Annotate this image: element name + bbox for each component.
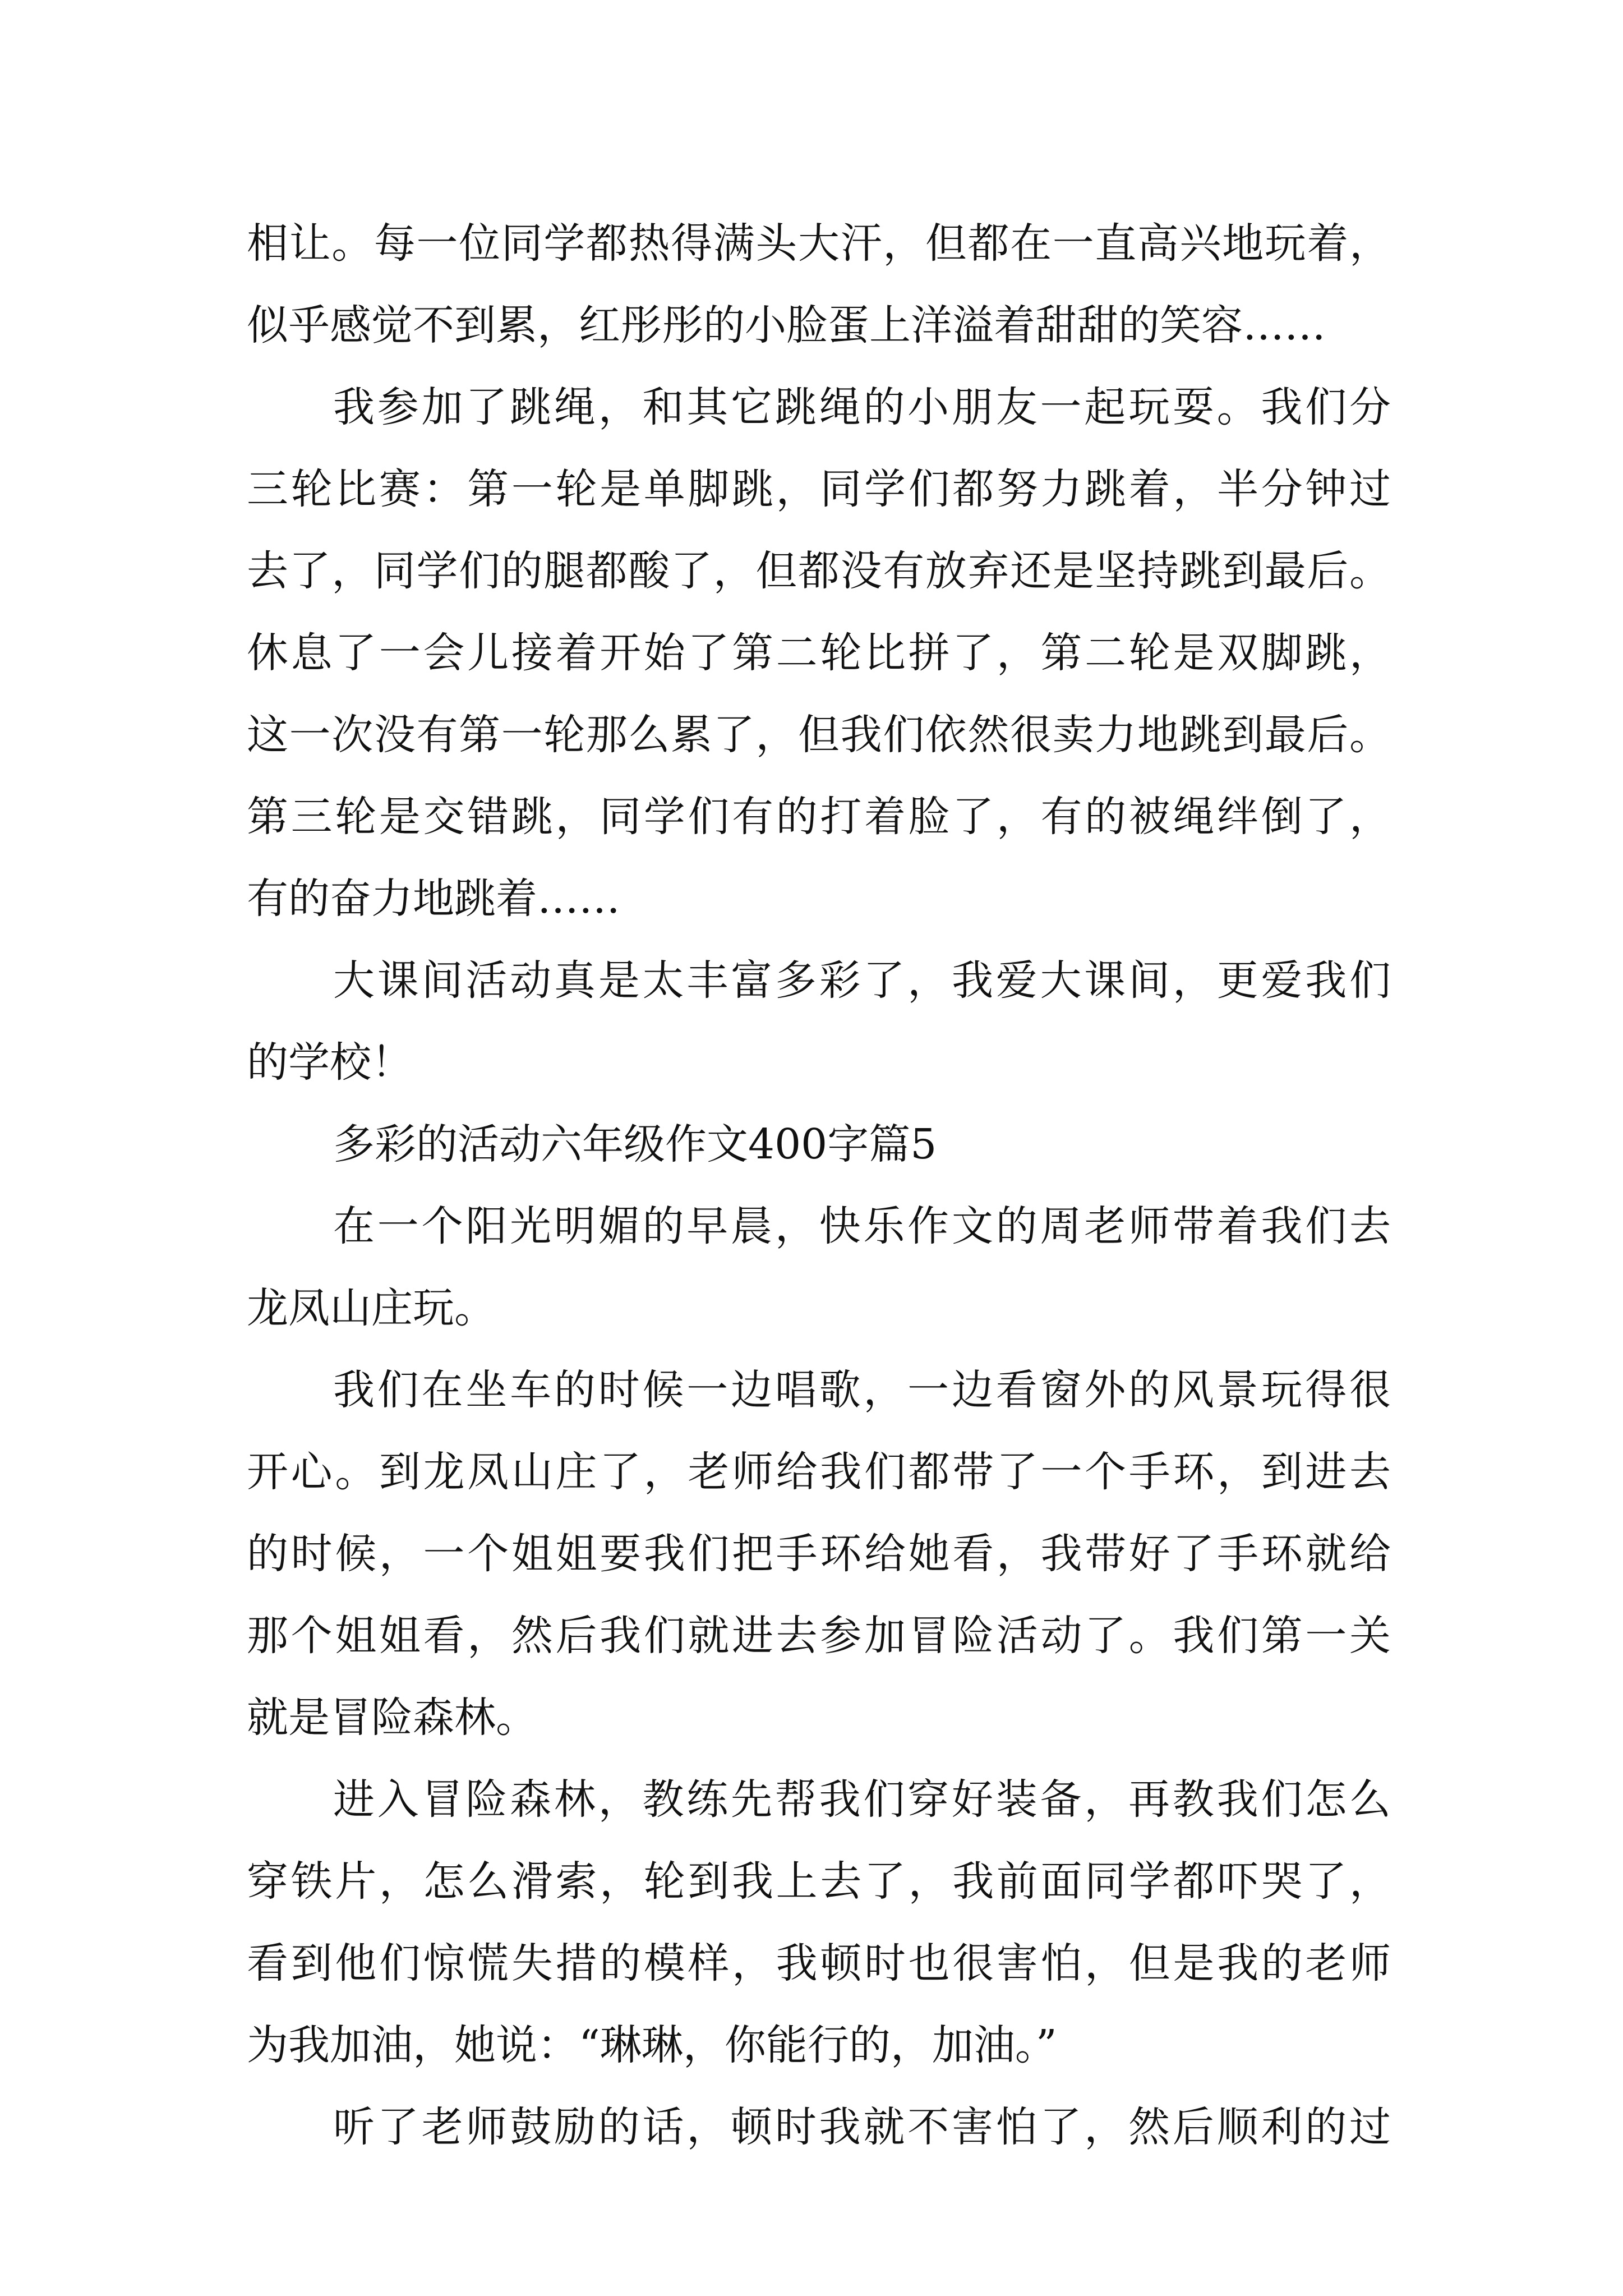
text-line: 这一次没有第一轮那么累了，但我们依然很卖力地跳到最后。 <box>247 711 1391 759</box>
section-heading: 多彩的活动六年级作文400字篇5 <box>333 1120 937 1168</box>
text-line: 的时候，一个姐姐要我们把手环给她看，我带好了手环就给 <box>247 1530 1391 1578</box>
text-line: 听了老师鼓励的话，顿时我就不害怕了，然后顺利的过 <box>333 2103 1391 2151</box>
text-line: 大课间活动真是太丰富多彩了，我爱大课间，更爱我们 <box>333 956 1391 1005</box>
text-line: 在一个阳光明媚的早晨，快乐作文的周老师带着我们去 <box>333 1202 1391 1250</box>
text-line: 第三轮是交错跳，同学们有的打着脸了，有的被绳绊倒了， <box>247 793 1391 841</box>
text-line: 穿铁片，怎么滑索，轮到我上去了，我前面同学都吓哭了， <box>247 1857 1391 1906</box>
text-line: 进入冒险森林，教练先帮我们穿好装备，再教我们怎么 <box>333 1775 1391 1824</box>
text-line: 就是冒险森林。 <box>247 1694 537 1742</box>
text-line: 去了，同学们的腿都酸了，但都没有放弃还是坚持跳到最后。 <box>247 547 1391 595</box>
text-line: 三轮比赛：第一轮是单脚跳，同学们都努力跳着，半分钟过 <box>247 465 1391 513</box>
text-line: 我们在坐车的时候一边唱歌，一边看窗外的风景玩得很 <box>333 1366 1391 1414</box>
text-line: 相让。每一位同学都热得满头大汗，但都在一直高兴地玩着， <box>247 219 1391 268</box>
text-line: 看到他们惊慌失措的模样，我顿时也很害怕，但是我的老师 <box>247 1939 1391 1987</box>
text-line: 休息了一会儿接着开始了第二轮比拼了，第二轮是双脚跳， <box>247 629 1391 677</box>
text-line: 似乎感觉不到累，红彤彤的小脸蛋上洋溢着甜甜的笑容…… <box>247 301 1326 349</box>
text-line: 我参加了跳绳，和其它跳绳的小朋友一起玩耍。我们分 <box>333 383 1391 431</box>
text-line: 开心。到龙凤山庄了，老师给我们都带了一个手环，到进去 <box>247 1448 1391 1496</box>
text-line: 为我加油，她说：“琳琳，你能行的，加油。” <box>247 2021 1057 2069</box>
text-line: 那个姐姐看，然后我们就进去参加冒险活动了。我们第一关 <box>247 1612 1391 1660</box>
text-line: 的学校！ <box>247 1038 413 1087</box>
text-line: 龙凤山庄玩。 <box>247 1284 496 1332</box>
text-line: 有的奋力地跳着…… <box>247 875 620 923</box>
